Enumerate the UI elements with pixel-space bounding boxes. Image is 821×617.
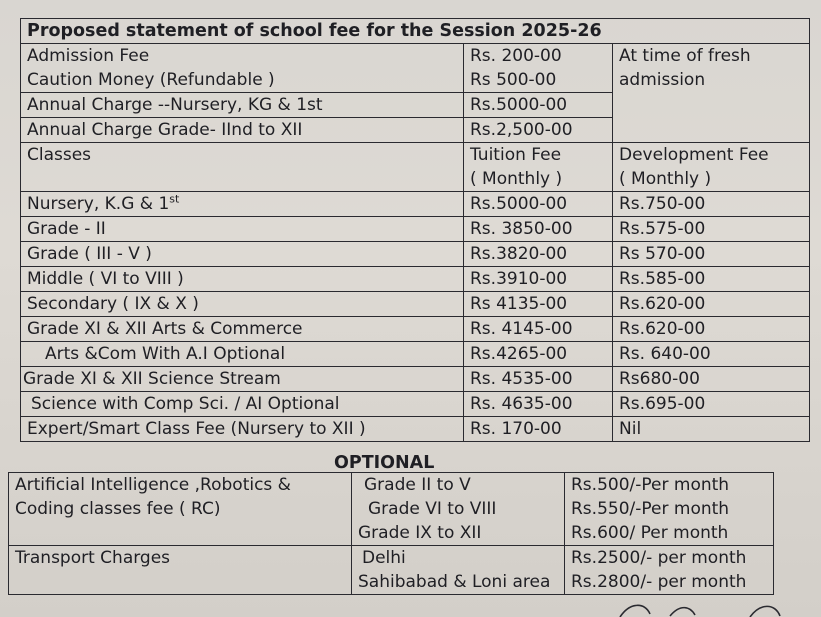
table-row	[21, 192, 810, 217]
class-cell	[21, 192, 464, 217]
tuition-header-line1: Tuition Fee	[470, 145, 562, 165]
ai-grade: Grade VI to VIII	[368, 499, 497, 519]
page-title: Proposed statement of school fee for the Session 2025-26	[21, 19, 810, 44]
transport-fee: Rs.2500/- per month	[571, 548, 747, 568]
dev-cell: Rs.695-00	[613, 392, 810, 417]
table-row	[21, 417, 810, 442]
dev-cell: Rs.585-00	[613, 267, 810, 292]
tuition-cell: Rs.5000-00	[464, 192, 613, 217]
ai-label-line2: Coding classes fee ( RC)	[15, 499, 221, 519]
transport-areas	[352, 546, 565, 595]
transport-row	[9, 546, 774, 595]
class-cell: Secondary ( IX & X )	[21, 292, 464, 317]
dev-header-line1: Development Fee	[619, 145, 769, 165]
admission-fee-amount: Rs. 200-00	[470, 46, 562, 66]
annual-label: Annual Charge Grade- IInd to XII	[21, 118, 464, 143]
caution-money-label: Caution Money (Refundable )	[27, 70, 275, 90]
tuition-cell: Rs.3820-00	[464, 242, 613, 267]
optional-table	[8, 472, 774, 595]
tuition-header	[464, 143, 613, 192]
dev-cell: Rs 570-00	[613, 242, 810, 267]
admission-row	[21, 44, 810, 93]
transport-area: Delhi	[362, 548, 406, 568]
class-label: Nursery, K.G & 1	[27, 194, 170, 214]
tuition-cell: Rs. 170-00	[464, 417, 613, 442]
class-cell: Expert/Smart Class Fee (Nursery to XII )	[21, 417, 464, 442]
optional-heading: OPTIONAL	[334, 453, 435, 473]
class-cell: Grade XI & XII Science Stream	[21, 367, 464, 392]
ai-grades	[352, 473, 565, 546]
annual-amount: Rs.5000-00	[464, 93, 613, 118]
ai-label-line1: Artificial Intelligence ,Robotics &	[15, 475, 291, 495]
dev-cell: Rs. 640-00	[613, 342, 810, 367]
tuition-cell: Rs. 4635-00	[464, 392, 613, 417]
fee-table	[20, 18, 810, 442]
class-cell: Science with Comp Sci. / AI Optional	[21, 392, 464, 417]
class-cell: Grade - II	[21, 217, 464, 242]
admission-labels	[21, 44, 464, 93]
signature-mark	[600, 600, 800, 617]
table-row	[21, 292, 810, 317]
tuition-cell: Rs. 4535-00	[464, 367, 613, 392]
class-cell: Grade ( III - V )	[21, 242, 464, 267]
class-cell: Arts &Com With A.I Optional	[21, 342, 464, 367]
transport-fee: Rs.2800/- per month	[571, 572, 747, 592]
table-row	[21, 342, 810, 367]
class-cell: Grade XI & XII Arts & Commerce	[21, 317, 464, 342]
annual-label: Annual Charge --Nursery, KG & 1st	[21, 93, 464, 118]
transport-label: Transport Charges	[9, 546, 352, 595]
tuition-cell: Rs 4135-00	[464, 292, 613, 317]
admission-note-line1: At time of fresh	[619, 46, 751, 66]
transport-area: Sahibabad & Loni area	[358, 572, 551, 592]
tuition-cell: Rs.3910-00	[464, 267, 613, 292]
dev-header-line2: ( Monthly )	[619, 169, 712, 189]
class-cell: Middle ( VI to VIII )	[21, 267, 464, 292]
ai-fee: Rs.550/-Per month	[571, 499, 730, 519]
dev-cell: Rs.750-00	[613, 192, 810, 217]
class-superscript: st	[169, 192, 180, 206]
title-row	[21, 19, 810, 44]
table-row	[21, 242, 810, 267]
classes-header: Classes	[21, 143, 464, 192]
ai-label	[9, 473, 352, 546]
table-row	[21, 367, 810, 392]
dev-cell: Rs.620-00	[613, 292, 810, 317]
dev-header	[613, 143, 810, 192]
ai-fee: Rs.500/-Per month	[571, 475, 730, 495]
dev-cell: Nil	[613, 417, 810, 442]
ai-grade: Grade IX to XII	[358, 523, 482, 543]
admission-note-line2: admission	[619, 70, 706, 90]
dev-cell: Rs.575-00	[613, 217, 810, 242]
ai-fees	[565, 473, 774, 546]
dev-cell: Rs.620-00	[613, 317, 810, 342]
header-row	[21, 143, 810, 192]
table-row	[21, 267, 810, 292]
ai-fee: Rs.600/ Per month	[571, 523, 729, 543]
table-row	[21, 217, 810, 242]
admission-fee-label: Admission Fee	[27, 46, 150, 66]
table-row	[21, 317, 810, 342]
caution-money-amount: Rs 500-00	[470, 70, 557, 90]
tuition-header-line2: ( Monthly )	[470, 169, 563, 189]
dev-cell: Rs680-00	[613, 367, 810, 392]
admission-note	[613, 44, 810, 143]
tuition-cell: Rs. 3850-00	[464, 217, 613, 242]
admission-amounts	[464, 44, 613, 93]
transport-fees	[565, 546, 774, 595]
tuition-cell: Rs.4265-00	[464, 342, 613, 367]
table-row	[21, 392, 810, 417]
tuition-cell: Rs. 4145-00	[464, 317, 613, 342]
ai-row	[9, 473, 774, 546]
ai-grade: Grade II to V	[364, 475, 471, 495]
annual-amount: Rs.2,500-00	[464, 118, 613, 143]
